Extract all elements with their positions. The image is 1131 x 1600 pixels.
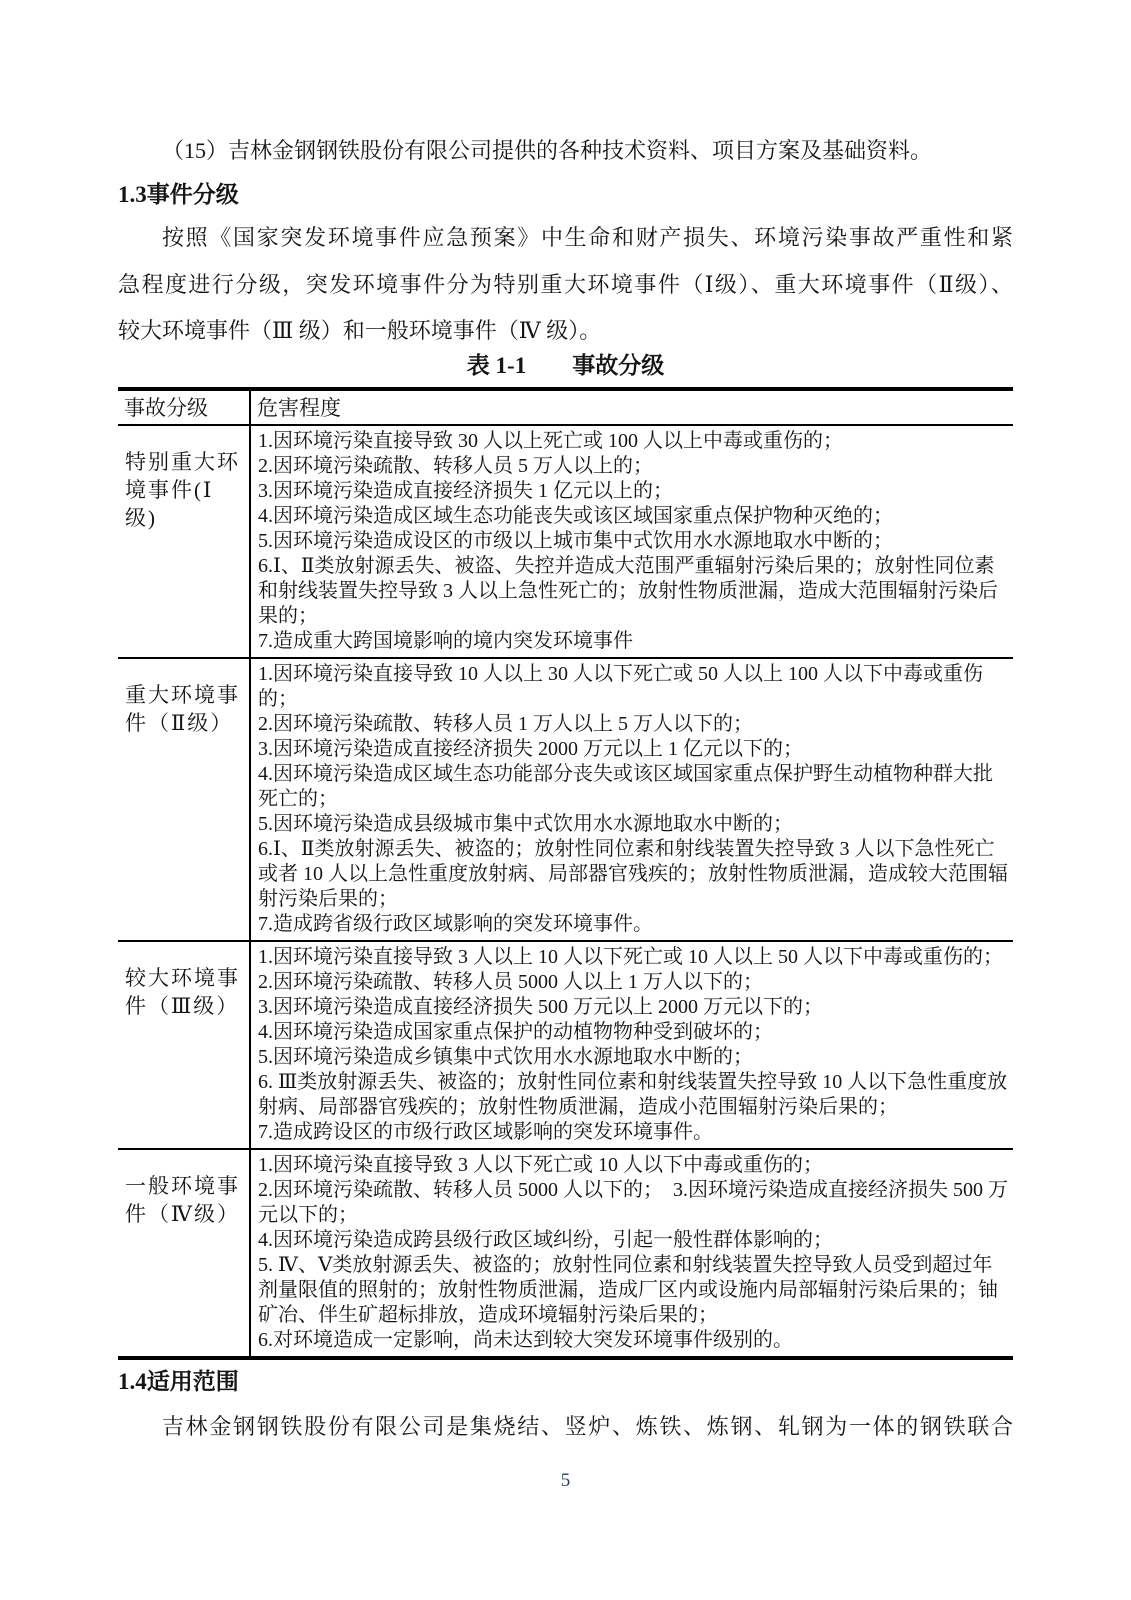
table-header-row — [118, 389, 1013, 425]
harm-item: 4.因环境污染造成国家重点保护的动植物物种受到破坏的； — [258, 1021, 773, 1043]
row-level-label: 一般环境事件（Ⅳ级） — [118, 1149, 250, 1358]
harm-item: 4.因环境污染造成区域生态功能丧失或该区域国家重点保护物种灭绝的； — [258, 505, 893, 527]
row-harm-items — [250, 658, 1013, 941]
harm-item: 5. Ⅳ、Ⅴ类放射源丢失、被盗的；放射性同位素和射线装置失控导致人员受到超过年剂量限值的照射的；放射性物质泄漏，造成厂区内或设施内局部辐射污染后果的；铀矿冶、伴生矿超标排放，造成环境辐射污染后果的； — [258, 1254, 998, 1326]
section-heading-1-4: 1.4适用范围 — [118, 1369, 239, 1394]
table-header-level: 事故分级 — [118, 389, 250, 425]
harm-item: 3.因环境污染造成直接经济损失 500 万元以上 2000 万元以下的； — [258, 996, 823, 1018]
para-line: 急程度进行分级，突发环境事件分为特别重大环境事件（Ⅰ级）、重大环境事件（Ⅱ级）、 — [118, 271, 1013, 297]
section-heading-1-3: 1.3事件分级 — [118, 182, 239, 207]
table-title: 表 1-1 事故分级 — [466, 353, 665, 378]
accident-classification-table — [118, 387, 1013, 1360]
harm-item: 6.Ⅰ、Ⅱ类放射源丢失、被盗的；放射性同位素和射线装置失控导致 3 人以下急性死亡或者 10 人以上急性重度放射病、局部器官残疾的；放射性物质泄漏，造成较大范围辐射污染后果的； — [258, 838, 1008, 910]
harm-item: 1.因环境污染直接导致 30 人以上死亡或 100 人以上中毒或重伤的； — [258, 430, 843, 452]
para-line: 较大环境事件（Ⅲ 级）和一般环境事件（Ⅳ 级）。 — [118, 318, 602, 343]
paragraph-1-3 — [118, 215, 1013, 355]
row-level-label: 较大环境事件（Ⅲ级） — [118, 941, 250, 1149]
table-row — [118, 425, 1013, 658]
para-line: 吉林金钢钢铁股份有限公司是集烧结、竖炉、炼铁、炼钢、轧钢为一体的钢铁联合 — [162, 1414, 1013, 1439]
harm-item: 7.造成跨省级行政区域影响的突发环境事件。 — [258, 913, 653, 935]
harm-item: 6. Ⅲ类放射源丢失、被盗的；放射性同位素和射线装置失控导致 10 人以下急性重度放射病、局部器官残疾的；放射性物质泄漏，造成小范围辐射污染后果的； — [258, 1071, 1008, 1118]
row-harm-items — [250, 425, 1013, 658]
table-row — [118, 658, 1013, 941]
table-row — [118, 941, 1013, 1149]
harm-item: 6.Ⅰ、Ⅱ类放射源丢失、被盗、失控并造成大范围严重辐射污染后果的；放射性同位素和射线装置失控导致 3 人以上急性死亡的；放射性物质泄漏，造成大范围辐射污染后果的； — [258, 555, 998, 627]
row-level-label: 特别重大环境事件(Ⅰ级) — [118, 425, 250, 658]
harm-item: 4.因环境污染造成跨县级行政区域纠纷，引起一般性群体影响的； — [258, 1229, 833, 1251]
harm-item: 7.造成重大跨国境影响的境内突发环境事件 — [258, 630, 633, 652]
table-row — [118, 1149, 1013, 1358]
harm-item: 1.因环境污染直接导致 10 人以上 30 人以下死亡或 50 人以上 100 人以下中毒或重伤的； — [258, 663, 983, 710]
harm-item: 2.因环境污染疏散、转移人员 5 万人以上的； — [258, 455, 653, 477]
page-number: 5 — [560, 1470, 571, 1491]
paragraph-1-4 — [118, 1404, 1013, 1450]
harm-item: 2.因环境污染疏散、转移人员 5000 人以上 1 万人以下的； — [258, 971, 763, 993]
row-harm-items — [250, 941, 1013, 1149]
harm-item: 3.因环境污染造成直接经济损失 2000 万元以上 1 亿元以下的； — [258, 738, 803, 760]
harm-item: 5.因环境污染造成设区的市级以上城市集中式饮用水水源地取水中断的； — [258, 530, 893, 552]
harm-item: 6.对环境造成一定影响，尚未达到较大突发环境事件级别的。 — [258, 1329, 793, 1351]
harm-item: 5.因环境污染造成乡镇集中式饮用水水源地取水中断的； — [258, 1046, 753, 1068]
harm-item: 1.因环境污染直接导致 3 人以下死亡或 10 人以下中毒或重伤的； — [258, 1154, 823, 1176]
harm-item: 2.因环境污染疏散、转移人员 1 万人以上 5 万人以下的； — [258, 713, 753, 735]
harm-item: 3.因环境污染造成直接经济损失 1 亿元以上的； — [258, 480, 673, 502]
harm-item: 7.造成跨设区的市级行政区域影响的突发环境事件。 — [258, 1121, 713, 1143]
para-line: 按照《国家突发环境事件应急预案》中生命和财产损失、环境污染事故严重性和紧 — [162, 225, 1013, 250]
harm-item: 5.因环境污染造成县级城市集中式饮用水水源地取水中断的； — [258, 813, 793, 835]
harm-item: 1.因环境污染直接导致 3 人以上 10 人以下死亡或 10 人以上 50 人以下中毒或重伤的； — [258, 946, 1003, 968]
intro-paragraph: （15）吉林金钢钢铁股份有限公司提供的各种技术资料、项目方案及基础资料。 — [162, 138, 933, 163]
table-header-harm: 危害程度 — [257, 396, 341, 420]
row-level-label: 重大环境事件（Ⅱ级） — [118, 658, 250, 941]
harm-item: 4.因环境污染造成区域生态功能部分丧失或该区域国家重点保护野生动植物种群大批死亡的； — [258, 763, 993, 810]
row-harm-items — [250, 1149, 1013, 1358]
harm-item: 2.因环境污染疏散、转移人员 5000 人以下的； 3.因环境污染造成直接经济损失 500 万元以下的； — [258, 1179, 1008, 1226]
